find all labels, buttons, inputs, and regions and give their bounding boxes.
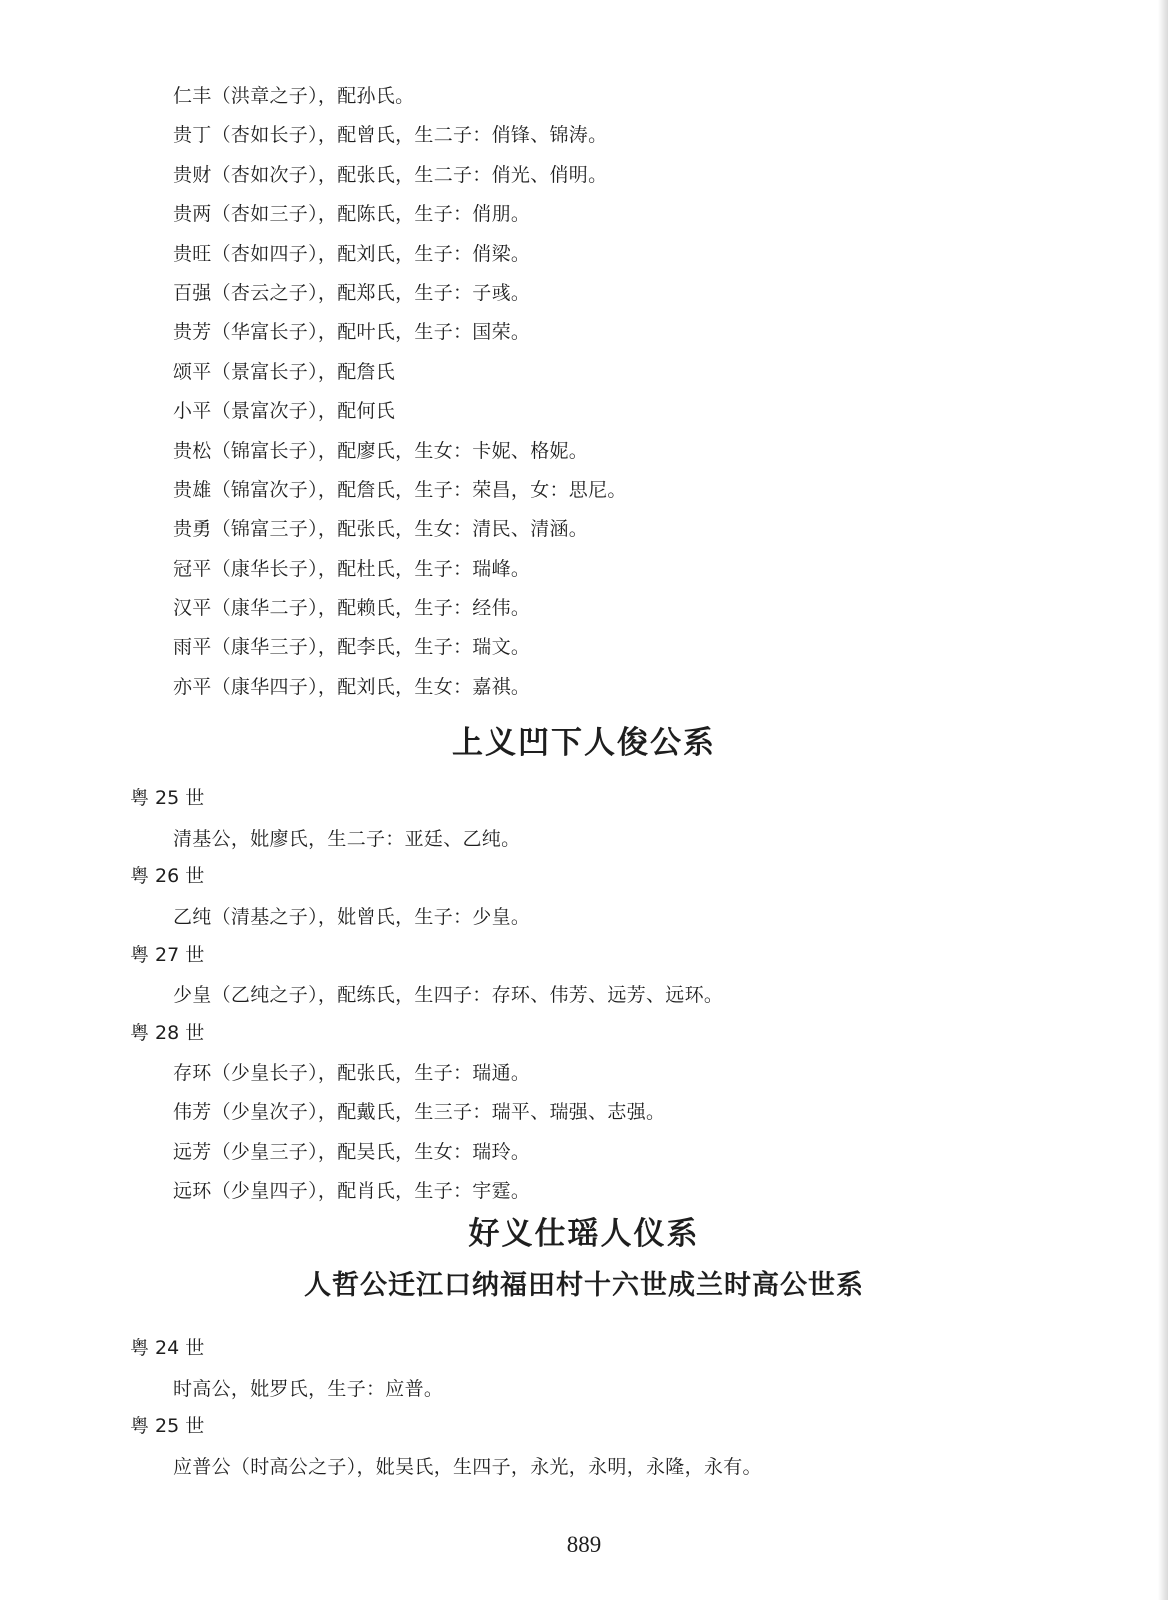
section-a <box>0 77 1168 707</box>
generation-label: 粤 25 世 <box>130 1415 205 1437</box>
entry-line: 亦平（康华四子），配刘氏，生女：嘉祺。 <box>173 675 531 698</box>
section-subheading: 人哲公迁江口纳福田村十六世成兰时高公世系 <box>304 1270 864 1301</box>
entry-line: 贵勇（锦富三子），配张氏，生女：清民、清涵。 <box>173 518 589 541</box>
generation-label: 粤 25 世 <box>130 787 205 809</box>
generation-label: 粤 28 世 <box>130 1022 205 1044</box>
entry-line: 小平（景富次子），配何氏 <box>173 400 396 423</box>
entry-line: 乙纯（清基之子），妣曾氏，生子：少皇。 <box>173 906 531 928</box>
page-number: 889 <box>566 1532 602 1557</box>
entry-line: 时高公，妣罗氏，生子：应普。 <box>173 1378 444 1400</box>
generation-28-entries <box>0 1054 1168 1212</box>
entry-line: 贵芳（华富长子），配叶氏，生子：国荣。 <box>173 321 531 344</box>
entry-line: 百强（杏云之子），配郑氏，生子：子彧。 <box>173 281 531 304</box>
generation-label: 粤 27 世 <box>130 944 205 966</box>
entry-line: 远环（少皇四子），配肖氏，生子：宇霆。 <box>173 1180 531 1203</box>
entry-line: 贵松（锦富长子），配廖氏，生女：卡妮、格妮。 <box>173 439 589 462</box>
section-heading: 上义凹下人俊公系 <box>452 725 716 761</box>
entry-line: 贵丁（杏如长子），配曾氏，生二子：俏锋、锦涛。 <box>173 124 608 147</box>
entry-line: 雨平（康华三子），配李氏，生子：瑞文。 <box>173 636 531 659</box>
entry-line: 冠平（康华长子），配杜氏，生子：瑞峰。 <box>173 557 531 580</box>
entry-line: 汉平（康华二子），配赖氏，生子：经伟。 <box>173 597 531 620</box>
entry-line: 存环（少皇长子），配张氏，生子：瑞通。 <box>173 1062 531 1084</box>
entry-line: 远芳（少皇三子），配吴氏，生女：瑞玲。 <box>173 1140 531 1163</box>
entry-line: 伟芳（少皇次子），配戴氏，生三子：瑞平、瑞强、志强。 <box>173 1101 666 1124</box>
entry-line: 贵财（杏如次子），配张氏，生二子：俏光、俏明。 <box>173 163 608 186</box>
entry-line: 颂平（景富长子），配詹氏 <box>173 360 396 383</box>
entry-line: 贵两（杏如三子），配陈氏，生子：俏朋。 <box>173 203 531 226</box>
entry-line: 清基公，妣廖氏，生二子：亚廷、乙纯。 <box>173 828 521 850</box>
entry-line: 应普公（时高公之子），妣吴氏，生四子，永光，永明，永隆，永有。 <box>173 1456 762 1478</box>
entry-line: 贵旺（杏如四子），配刘氏，生子：俏梁。 <box>173 242 531 265</box>
entry-line: 仁丰（洪章之子），配孙氏。 <box>173 85 415 107</box>
entry-line: 贵雄（锦富次子），配詹氏，生子：荣昌，女：思尼。 <box>173 478 627 501</box>
generation-label: 粤 26 世 <box>130 865 205 887</box>
entry-line: 少皇（乙纯之子），配练氏，生四子：存环、伟芳、远芳、远环。 <box>173 984 724 1006</box>
section-heading: 好义仕瑶人仪系 <box>468 1216 700 1252</box>
generation-label: 粤 24 世 <box>130 1337 205 1359</box>
page-edge-shadow <box>1158 0 1168 1600</box>
